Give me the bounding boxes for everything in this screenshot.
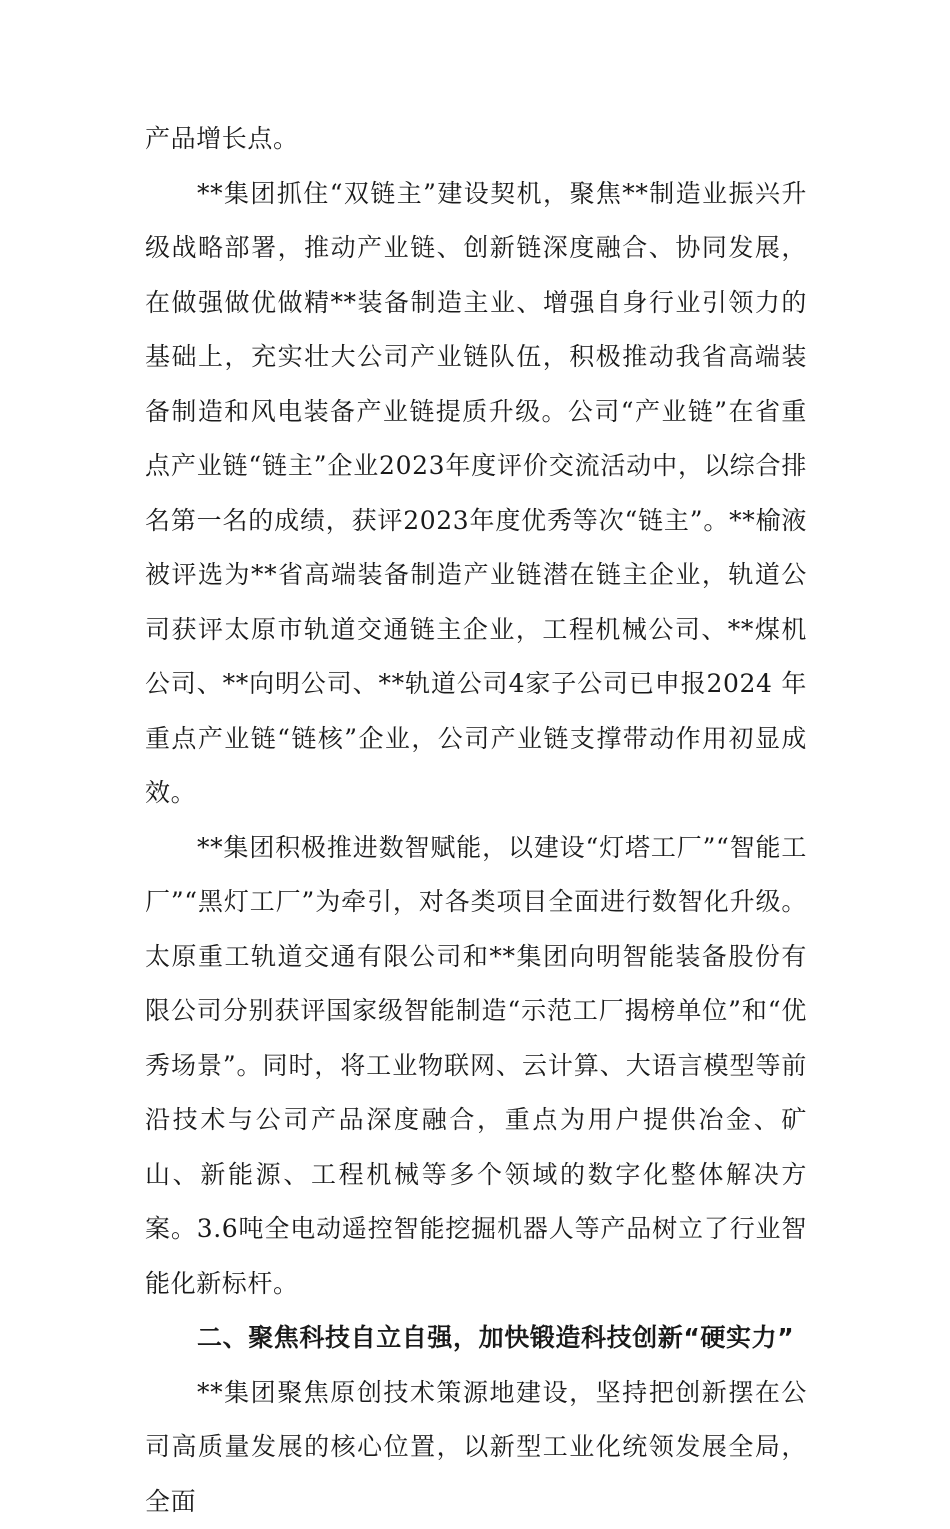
paragraph-innovation: **集团聚焦原创技术策源地建设，坚持把创新摆在公司高质量发展的核心位置，以新型工业化统领发展全局，全面	[145, 1366, 807, 1529]
document-body	[145, 112, 807, 1529]
paragraph-continuation: 产品增长点。	[145, 112, 807, 167]
paragraph-digital-empowerment: **集团积极推进数智赋能，以建设“灯塔工厂”“智能工厂”“黑灯工厂”为牵引，对各类项目全面进行数智化升级。太原重工轨道交通有限公司和**集团向明智能装备股份有限公司分别获评国家级智能制造“示范工厂揭榜单位”和“优秀场景”。同时，将工业物联网、云计算、大语言模型等前沿技术与公司产品深度融合，重点为用户提供冶金、矿山、新能源、工程机械等多个领域的数字化整体解决方案。3.6吨全电动遥控智能挖掘机器人等产品树立了行业智能化新标杆。	[145, 821, 807, 1312]
section-heading: 二、聚焦科技自立自强，加快锻造科技创新“硬实力”	[145, 1311, 807, 1366]
paragraph-dual-chain: **集团抓住“双链主”建设契机，聚焦**制造业振兴升级战略部署，推动产业链、创新链深度融合、协同发展，在做强做优做精**装备制造主业、增强自身行业引领力的基础上，充实壮大公司产业链队伍，积极推动我省高端装备制造和风电装备产业链提质升级。公司“产业链”在省重点产业链“链主”企业2023年度评价交流活动中，以综合排名第一名的成绩，获评2023年度优秀等次“链主”。**榆液被评选为**省高端装备制造产业链潜在链主企业，轨道公司获评太原市轨道交通链主企业，工程机械公司、**煤机公司、**向明公司、**轨道公司4家子公司已申报2024 年重点产业链“链核”企业，公司产业链支撑带动作用初显成效。	[145, 167, 807, 821]
